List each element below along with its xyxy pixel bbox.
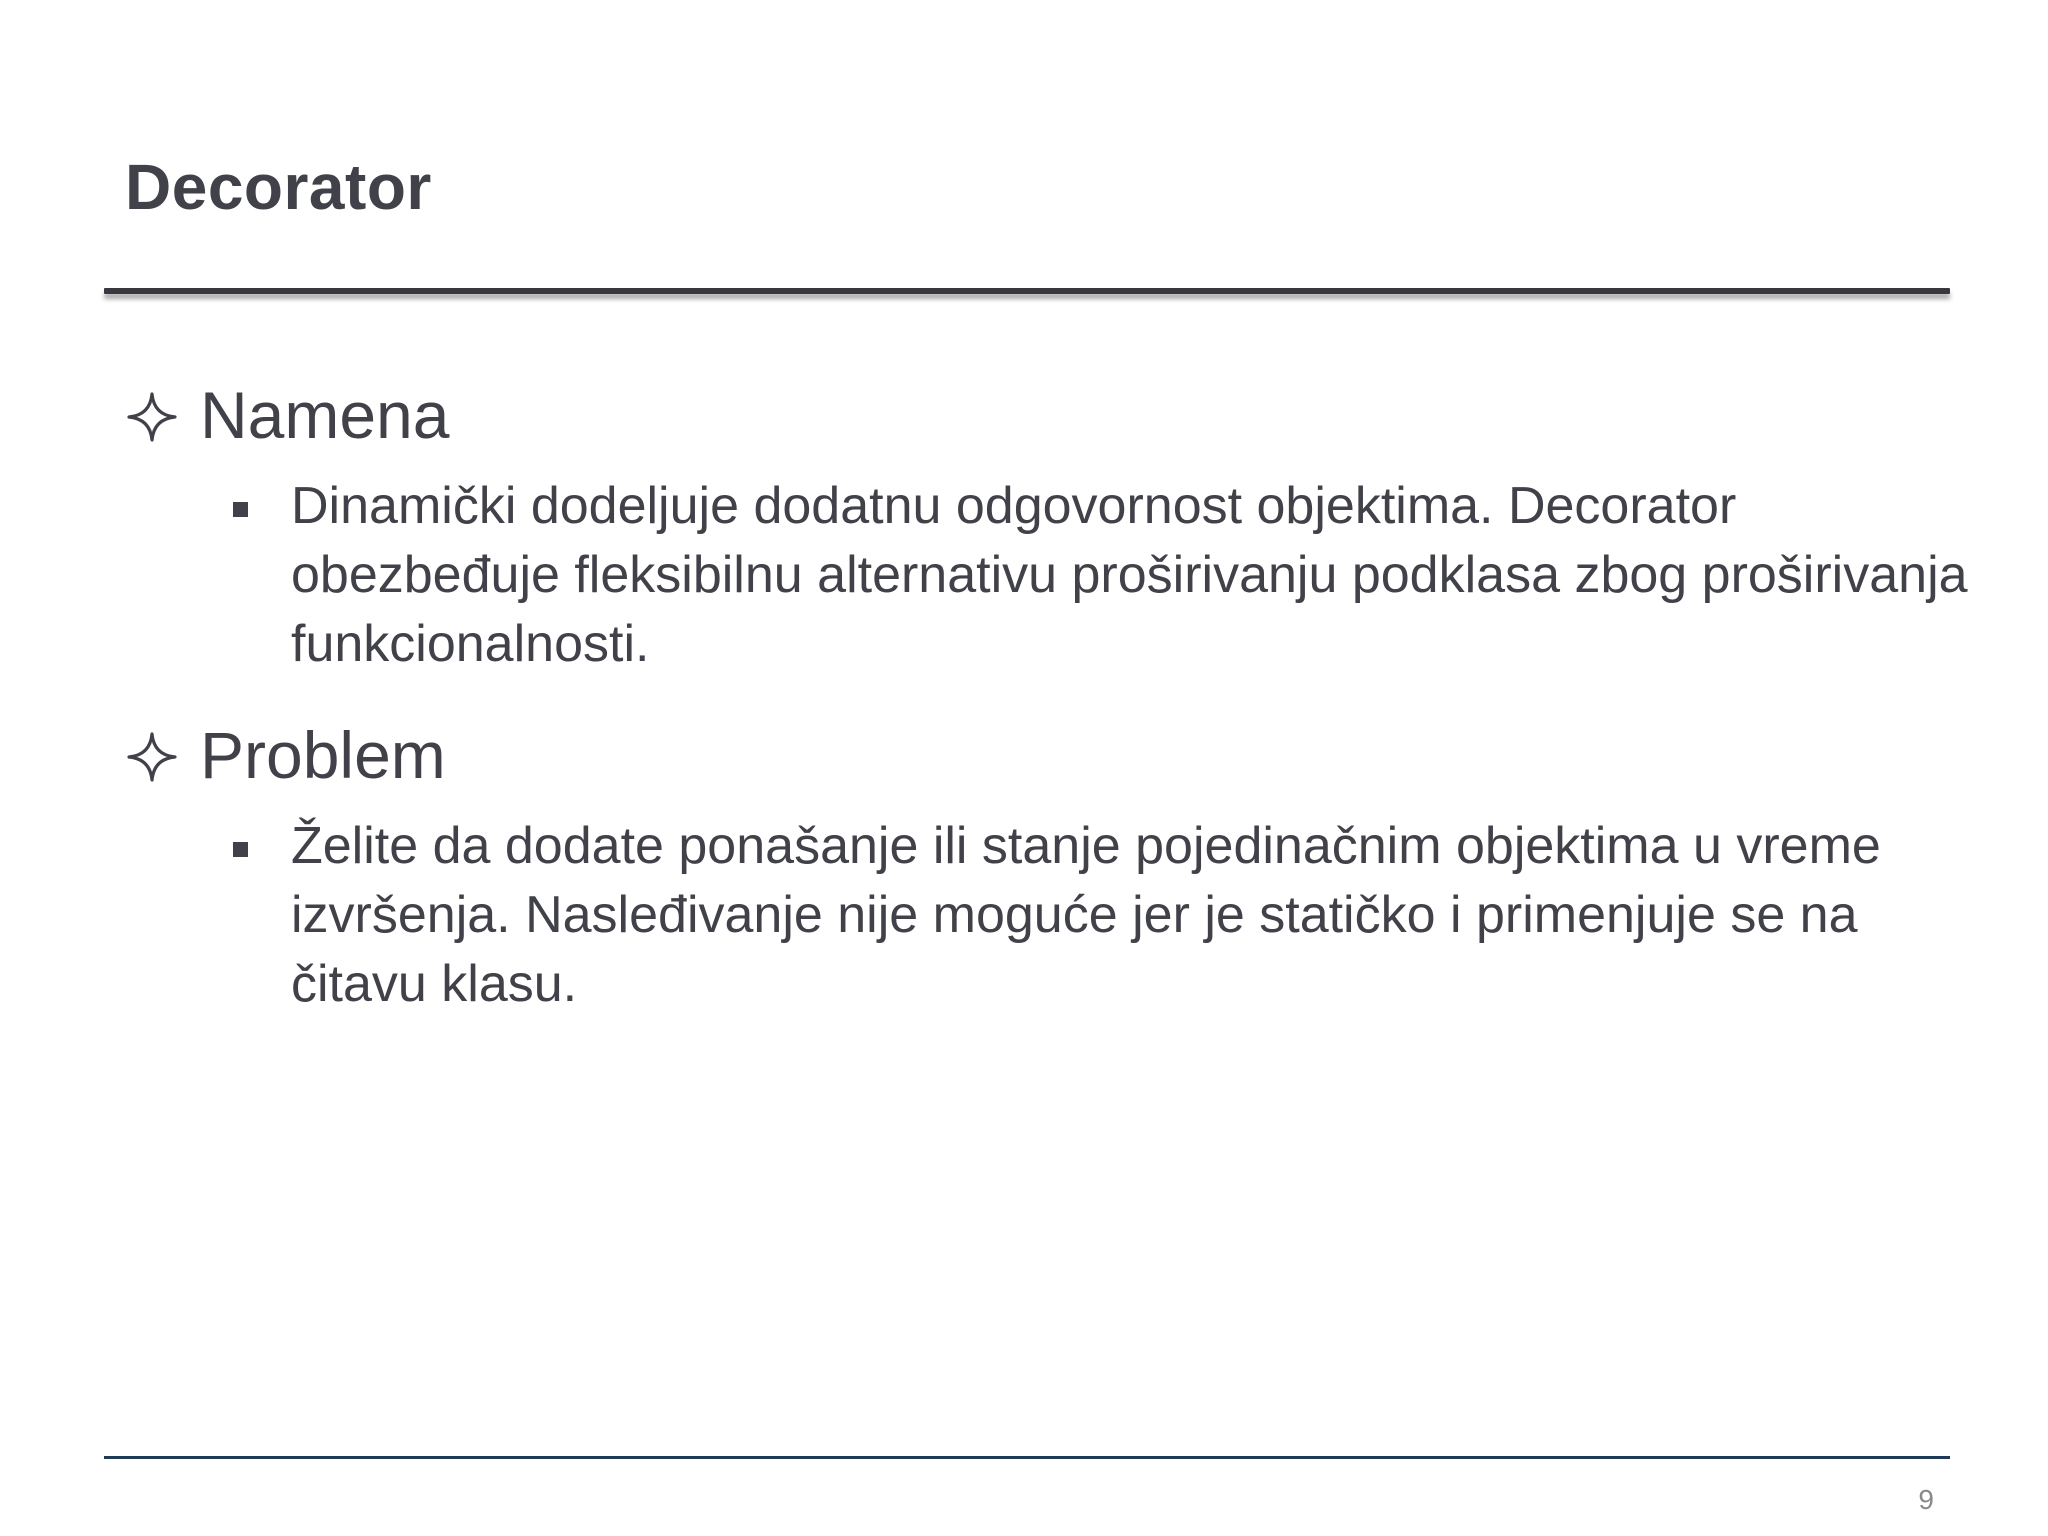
square-bullet-icon [233, 502, 248, 517]
section-heading-row [126, 710, 1926, 800]
page-number: 9 [1918, 1484, 1934, 1515]
section-heading: Namena [200, 378, 450, 452]
bullet-item [126, 812, 1926, 1019]
footer-divider [104, 1456, 1950, 1459]
bullet-item [126, 472, 1968, 679]
section-heading-row [126, 370, 1926, 460]
section-problem [126, 710, 1926, 1019]
square-bullet-icon [233, 842, 248, 857]
bullet-text: Dinamički dodeljuje dodatnu odgovornost objektima. Decorator obezbeđuje fleksibilnu alternativu proširivanju podklasa zbog proširivanja funkcionalnosti. [291, 477, 1968, 673]
title-divider [104, 288, 1950, 294]
slide-title: Decorator [125, 151, 432, 223]
four-point-star-icon [126, 731, 178, 783]
four-point-star-icon [126, 391, 178, 443]
section-namena [126, 370, 1968, 679]
bullet-text: Želite da dodate ponašanje ili stanje pojedinačnim objektima u vreme izvršenja. Nasleđivanje nije moguće jer je statičko i primenjuje se na čitavu klasu. [291, 817, 1881, 1013]
section-heading: Problem [200, 718, 446, 792]
